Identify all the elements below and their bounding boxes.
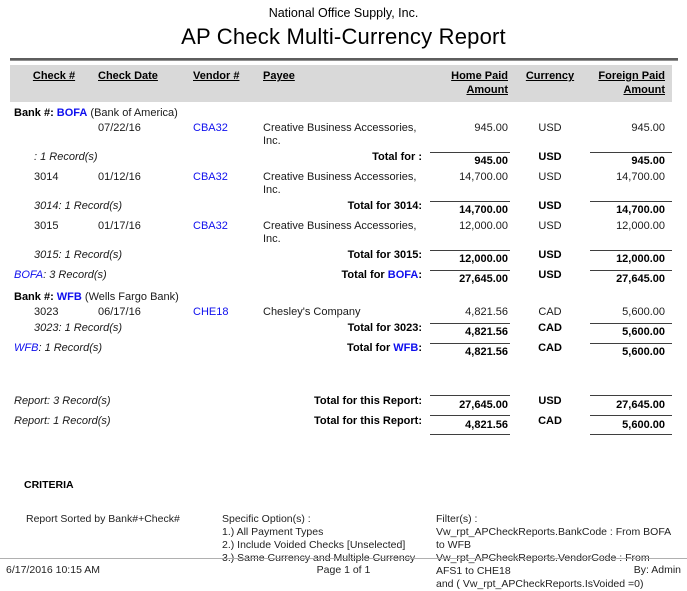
record-count-text: 3014: 1 Record(s) [34, 200, 123, 212]
total-foreign-paid-amount: 945.00 [590, 152, 672, 168]
column-header-vendor-number [193, 69, 245, 97]
bank-code-link[interactable]: BOFA [387, 269, 419, 281]
total-home-paid-amount: 12,000.00 [430, 250, 510, 266]
column-header-check-date [98, 69, 193, 97]
total-foreign-paid-amount: 5,600.00 [590, 343, 672, 359]
subtotal-row [10, 151, 672, 168]
column-header-label: Check # [32, 70, 76, 82]
record-count [10, 322, 245, 339]
record-count-text: Report: 3 Record(s) [14, 395, 111, 407]
table-row [10, 220, 672, 246]
bank-code-link[interactable]: BOFA [56, 107, 88, 119]
total-home-paid-amount: 4,821.56 [430, 343, 510, 359]
total-label-post: : [415, 151, 422, 163]
footer-page-number: Page 1 of 1 [316, 564, 371, 576]
cell-check-number: 3023 [34, 306, 59, 318]
column-header-label: Home Paid [451, 70, 508, 82]
cell-check-date: 01/17/16 [98, 220, 141, 232]
total-label-pre: Total for [347, 342, 394, 354]
total-label-post: : [418, 269, 422, 281]
column-header-label: Vendor # [193, 70, 240, 82]
column-header-label: Amount [466, 84, 508, 96]
bank-header-row [10, 290, 672, 304]
total-currency: CAD [538, 322, 562, 334]
total-label: Total for this Report: [314, 415, 422, 427]
record-count-text: 3023: 1 Record(s) [34, 322, 123, 334]
payee-line: Inc. [263, 184, 281, 196]
table-row [10, 122, 672, 148]
footer-datetime: 6/17/2016 10:15 AM [6, 564, 100, 576]
record-count [10, 269, 245, 286]
table-row [10, 306, 672, 319]
record-count [10, 414, 245, 435]
cell-currency: USD [538, 122, 562, 134]
total-foreign-paid-amount: 27,645.00 [590, 395, 672, 412]
cell-home-paid-amount: 4,821.56 [465, 306, 508, 318]
total-label: Total for this Report: [314, 395, 422, 407]
specific-option: 2.) Include Voided Checks [Unselected] [222, 539, 406, 551]
cell-home-paid-amount: 945.00 [474, 122, 508, 134]
vendor-code-link[interactable]: CHE18 [193, 306, 229, 318]
criteria-sorted-by: Report Sorted by Bank#+Check# [26, 513, 180, 525]
cell-check-number [10, 122, 98, 148]
cell-foreign-paid-amount: 5,600.00 [622, 306, 665, 318]
cell-home-paid-amount: 12,000.00 [459, 220, 508, 232]
total-label [245, 151, 430, 168]
cell-foreign-paid-amount: 14,700.00 [616, 171, 665, 183]
criteria-options-title: Specific Option(s) : [222, 513, 311, 525]
column-header-label: Currency [525, 70, 575, 82]
total-currency: USD [538, 249, 562, 261]
total-foreign-paid-amount: 5,600.00 [590, 415, 672, 435]
spacer [10, 362, 672, 394]
column-header-label: Amount [623, 84, 665, 96]
bank-code-link[interactable]: WFB [14, 342, 39, 354]
total-foreign-paid-amount: 12,000.00 [590, 250, 672, 266]
specific-option: 3.) Same Currency and Multiple Currency [222, 552, 416, 564]
payee-line: Inc. [263, 233, 281, 245]
report-title: AP Check Multi-Currency Report [181, 24, 506, 49]
bank-code-link[interactable]: WFB [56, 291, 82, 303]
total-currency: CAD [538, 415, 562, 427]
column-header-check-number [10, 69, 98, 97]
criteria-filters-title: Filter(s) : [436, 513, 478, 525]
total-currency: USD [538, 395, 562, 407]
total-label [245, 342, 430, 359]
subtotal-row [10, 249, 672, 266]
record-count [10, 249, 245, 266]
record-count [10, 342, 245, 359]
cell-currency: CAD [538, 306, 562, 318]
cell-currency: USD [538, 220, 562, 232]
payee-line: Creative Business Accessories, [263, 122, 417, 134]
title-divider [10, 58, 678, 61]
bank-code-link[interactable]: BOFA [14, 269, 44, 281]
table-header-row [10, 65, 672, 102]
payee-line: Creative Business Accessories, [263, 220, 417, 232]
bank-label: Bank #: [14, 291, 57, 303]
cell-payee [245, 306, 430, 319]
column-header-home-paid-amount [430, 69, 510, 97]
company-name: National Office Supply, Inc. [268, 6, 419, 20]
record-count [10, 200, 245, 217]
column-header-label: Check Date [98, 70, 158, 82]
total-home-paid-amount: 945.00 [430, 152, 510, 168]
criteria-heading: CRITERIA [24, 479, 74, 491]
payee-line: Creative Business Accessories, [263, 171, 417, 183]
column-header-label: Payee [263, 70, 295, 82]
total-label [245, 200, 430, 217]
total-currency: USD [538, 269, 562, 281]
cell-home-paid-amount: 14,700.00 [459, 171, 508, 183]
total-currency: USD [538, 151, 562, 163]
subtotal-row [10, 322, 672, 339]
column-header-payee [245, 69, 430, 97]
payee-line: Chesley's Company [263, 306, 361, 318]
cell-payee [245, 171, 430, 197]
filter-line: and ( Vw_rpt_APCheckReports.IsVoided =0) [436, 578, 644, 590]
bank-name: (Bank of America) [87, 107, 178, 119]
footer-printed-by: By: Admin [633, 564, 681, 576]
total-label [245, 322, 430, 339]
cell-check-date: 07/22/16 [98, 122, 141, 134]
subtotal-row [10, 269, 672, 286]
bank-header-row [10, 106, 672, 120]
bank-name: (Wells Fargo Bank) [81, 291, 179, 303]
total-label-pre: Total for [372, 151, 416, 163]
cell-foreign-paid-amount: 12,000.00 [616, 220, 665, 232]
record-count-text: Report: 1 Record(s) [14, 415, 111, 427]
table-rows [10, 106, 672, 435]
total-home-paid-amount: 27,645.00 [430, 270, 510, 286]
cell-check-date: 06/17/16 [98, 306, 141, 318]
record-count-text: : 1 Record(s) [38, 342, 103, 354]
cell-payee [245, 220, 430, 246]
filter-line: Vw_rpt_APCheckReports.BankCode : From BOFA to WFB [436, 526, 671, 551]
bank-label: Bank #: [14, 107, 57, 119]
subtotal-row [10, 342, 672, 359]
total-home-paid-amount: 27,645.00 [430, 395, 510, 412]
payee-line: Inc. [263, 135, 281, 147]
column-header-label: Foreign Paid [598, 70, 665, 82]
specific-option: 1.) All Payment Types [222, 526, 324, 538]
cell-payee [245, 122, 430, 148]
report-total-row [10, 414, 672, 435]
record-count-text: : 3 Record(s) [43, 269, 107, 281]
record-count [10, 151, 245, 168]
total-foreign-paid-amount: 5,600.00 [590, 323, 672, 339]
total-label-pre: Total for [341, 269, 388, 281]
total-home-paid-amount: 14,700.00 [430, 201, 510, 217]
total-foreign-paid-amount: 27,645.00 [590, 270, 672, 286]
record-count [10, 394, 245, 412]
cell-check-number: 3015 [34, 220, 59, 232]
subtotal-row [10, 200, 672, 217]
vendor-code-link[interactable]: CBA32 [193, 171, 228, 183]
total-label-pre: Total for 3015: [347, 249, 422, 261]
page-footer [0, 558, 687, 580]
total-label-pre: Total for 3014: [347, 200, 422, 212]
total-label-pre: Total for 3023: [347, 322, 422, 334]
cell-check-number: 3014 [34, 171, 59, 183]
report-table [10, 65, 672, 435]
record-count-text: : 1 Record(s) [34, 151, 98, 163]
total-currency: USD [538, 200, 562, 212]
column-header-foreign-paid-amount [590, 69, 672, 97]
column-header-currency [510, 69, 590, 97]
total-label-post: : [418, 342, 422, 354]
cell-check-date: 01/12/16 [98, 171, 141, 183]
table-row [10, 171, 672, 197]
vendor-code-link[interactable]: CBA32 [193, 220, 228, 232]
bank-code-link[interactable]: WFB [393, 342, 419, 354]
vendor-code-link[interactable]: CBA32 [193, 122, 228, 134]
total-label [245, 269, 430, 286]
total-currency: CAD [538, 342, 562, 354]
cell-foreign-paid-amount: 945.00 [631, 122, 665, 134]
filter-line: Vw_rpt_APCheckReports.VendorCode : From AFS1 to CHE18 [436, 552, 650, 577]
total-home-paid-amount: 4,821.56 [430, 415, 510, 435]
total-label [245, 249, 430, 266]
total-home-paid-amount: 4,821.56 [430, 323, 510, 339]
record-count-text: 3015: 1 Record(s) [34, 249, 123, 261]
total-foreign-paid-amount: 14,700.00 [590, 201, 672, 217]
cell-currency: USD [538, 171, 562, 183]
report-total-row [10, 394, 672, 412]
